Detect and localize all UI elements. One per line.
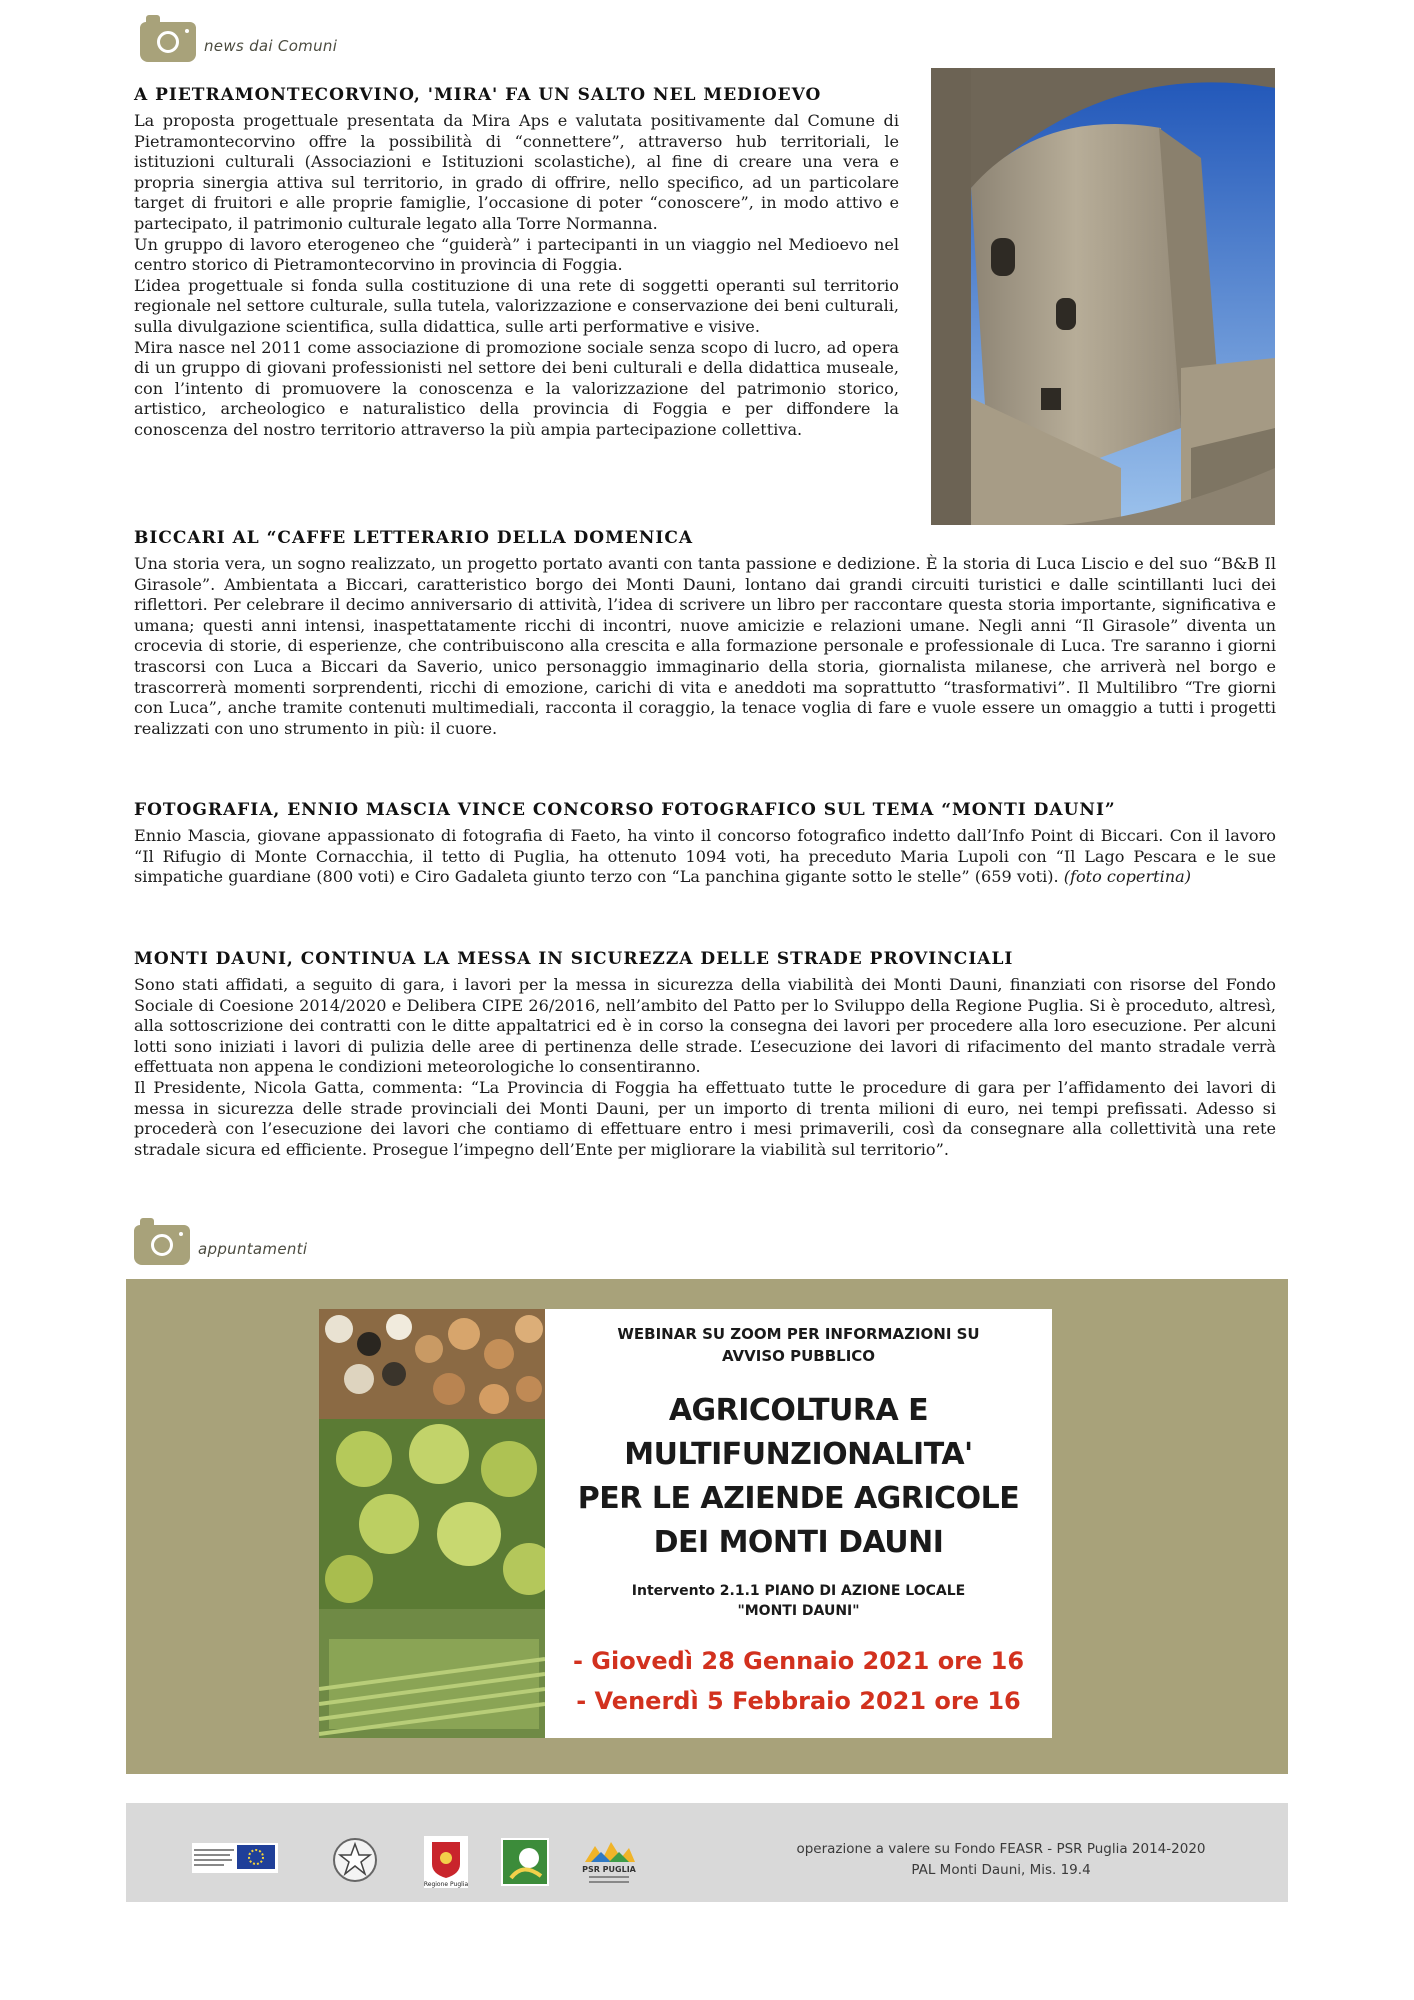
article-paragraph: Mira nasce nel 2011 come associazione di promozione sociale senza scopo di lucro, ad opera di un gruppo di giovani professionisti nel settore dei beni culturali e della didattica museale, con l’intento di promuovere la conoscenza e la valorizzazione del patrimonio storico, artistico, archeologico e naturalistico della provincia di Foggia e per diffondere la conoscenza del nostro territorio attraverso la più ampia partecipazione collettiva. bbox=[134, 337, 899, 439]
poster-title-line: MULTIFUNZIONALITA' bbox=[624, 1437, 973, 1472]
section-tag-label: appuntamenti bbox=[198, 1240, 308, 1258]
article-paragraph: Il Presidente, Nicola Gatta, commenta: “La Provincia di Foggia ha effettuato tutte le procedure di gara per l’affidamento dei lavori di messa in sicurezza delle strade provinciali dei Monti Dauni, per un importo di trenta milioni di euro, nei tempi prefissati. Adesso si procederà con l’esecuzione dei lavori che contiamo di effettuare entro i mesi primaverili, così da consegnare alla collettività una rete stradale sicura ed efficiente. Prosegue l’impegno dell’Ente per migliorare la viabilità sul territorio”. bbox=[134, 1077, 1276, 1159]
leader-icon bbox=[501, 1838, 549, 1886]
footer bbox=[126, 1803, 1288, 1902]
article-headline: BICCARI AL “CAFFE LETTERARIO DELLA DOMENICA bbox=[134, 528, 694, 548]
article-pietramontecorvino bbox=[134, 85, 899, 441]
italy-emblem-icon bbox=[330, 1835, 380, 1885]
section-tag-label: news dai Comuni bbox=[204, 37, 338, 55]
poster-intervention: Intervento 2.1.1 PIANO DI AZIONE LOCALE bbox=[631, 1583, 966, 1599]
article-headline: FOTOGRAFIA, ENNIO MASCIA VINCE CONCORSO FOTOGRAFICO SUL TEMA “MONTI DAUNI” bbox=[134, 800, 1116, 820]
article-body bbox=[134, 111, 899, 441]
regione-puglia-icon bbox=[424, 1836, 468, 1888]
camera-icon bbox=[140, 22, 196, 62]
article-biccari bbox=[134, 528, 1276, 739]
poster-title-line: DEI MONTI DAUNI bbox=[653, 1525, 944, 1560]
article-body bbox=[134, 826, 1276, 888]
section-tag-news bbox=[140, 22, 337, 62]
poster-subtitle: WEBINAR SU ZOOM PER INFORMAZIONI SU bbox=[617, 1325, 980, 1343]
article-italic-note: (foto copertina) bbox=[1063, 867, 1192, 887]
footer-line: operazione a valere su Fondo FEASR - PSR Puglia 2014-2020 bbox=[796, 1841, 1206, 1857]
poster-title-line: PER LE AZIENDE AGRICOLE bbox=[577, 1481, 1020, 1516]
produce-photo-collage bbox=[319, 1309, 545, 1738]
article-fotografia bbox=[134, 800, 1276, 888]
regione-caption: Regione Puglia bbox=[424, 1881, 468, 1888]
article-paragraph: La proposta progettuale presentata da Mira Aps e valutata positivamente dal Comune di Pietramontecorvino offre la possibilità di “connettere”, attraverso hub territoriali, le istituzioni culturali (Associazioni e Istituzioni scolastiche), al fine di creare una vera e propria sinergia attiva sul territorio, in grado di offrire, nello specifico, ad un particolare target di fruitori e alle proprie famiglie, l’occasione di poter “conoscere”, in modo attivo e partecipato, il patrimonio culturale legato alla Torre Normanna. bbox=[134, 111, 899, 233]
article-paragraph: Una storia vera, un sogno realizzato, un progetto portato avanti con tanta passione e dedizione. È la storia di Luca Liscio e del suo “B&B Il Girasole”. Ambientata a Biccari, caratteristico borgo dei Monti Dauni, lontano dai grandi circuiti turistici e dalle scintillanti luci dei riflettori. Per celebrare il decimo anniversario di attività, l’idea di scrivere un libro per raccontare questa storia importante, significativa e umana; questi anni intensi, inaspettatamente ricchi di incontri, nuove amicizie e relazioni umane. Negli anni “Il Girasole” diventa un crocevia di storie, di esperienze, che contribuiscono alla crescita e alla formazione personale e professionale di Luca. Tre saranno i giorni trascorsi con Luca a Biccari da Saverio, unico personaggio immaginario della storia, giornalista milanese, che arriverà nel borgo e trascorrerà momenti sorprendenti, ricchi di emozione, carichi di vita e aneddoti ma soprattutto “trasformativi”. Il Multilibro “Tre giorni con Luca”, anche tramite contenuti multimediali, racconta il coraggio, la tenace voglia di fare e vuole essere un omaggio a tutti i progetti realizzati con uno strumento in più: il cuore. bbox=[134, 554, 1276, 738]
poster-text bbox=[545, 1309, 1052, 1738]
section-tag-events bbox=[134, 1225, 307, 1265]
article-paragraph: L’idea progettuale si fonda sulla costituzione di una rete di soggetti operanti sul territorio regionale nel settore culturale, sulla tutela, valorizzazione e conservazione dei beni culturali, sulla divulgazione scientifica, sulla didattica, sulle arti performative e visive. bbox=[134, 275, 899, 336]
poster-date: - Venerdì 5 Febbraio 2021 ore 16 bbox=[576, 1687, 1021, 1715]
article-paragraph: Sono stati affidati, a seguito di gara, i lavori per la messa in sicurezza della viabilità dei Monti Dauni, finanziati con risorse del Fondo Sociale di Coesione 2014/2020 e Delibera CIPE 26/2016, nell’ambito del Patto per lo Sviluppo della Regione Puglia. Si è proceduto, altresì, alla sottoscrizione dei contratti con le ditte appaltatrici ed è in corso la consegna dei lavori per procedere alla loro esecuzione. Per alcuni lotti sono iniziati i lavori di pulizia delle aree di pertinenza delle strade. L’esecuzione dei lavori di rifacimento del manto stradale verrà effettuata non appena le condizioni meteorologiche lo consentiranno. bbox=[134, 975, 1276, 1077]
article-text: Ennio Mascia, giovane appassionato di fotografia di Faeto, ha vinto il concorso fotografico indetto dall’Info Point di Biccari. Con il lavoro “Il Rifugio di Monte Cornacchia, il tetto di Puglia, ha ottenuto 1094 voti, ha preceduto Maria Lupoli con “Il Lago Pescara e le sue simpatiche guardiane (800 voti) e Ciro Gadaleta giunto terzo con “La panchina gigante sotto le stelle” (659 voti). bbox=[134, 826, 1276, 887]
poster-subtitle: AVVISO PUBBLICO bbox=[721, 1347, 876, 1365]
article-paragraph: Un gruppo di lavoro eterogeneo che “guiderà” i partecipanti in un viaggio nel Medioevo nel centro storico di Pietramontecorvino in provincia di Foggia. bbox=[134, 234, 899, 275]
article-strade bbox=[134, 949, 1276, 1160]
poster-date: - Giovedì 28 Gennaio 2021 ore 16 bbox=[572, 1647, 1025, 1675]
torre-normanna-photo bbox=[931, 68, 1275, 525]
footer-text bbox=[766, 1839, 1236, 1881]
article-body bbox=[134, 975, 1276, 1160]
poster-title-line: AGRICOLTURA E bbox=[668, 1393, 929, 1428]
psr-puglia-icon bbox=[581, 1836, 637, 1888]
poster-intervention: "MONTI DAUNI" bbox=[737, 1603, 860, 1619]
article-headline: A PIETRAMONTECORVINO, 'MIRA' FA UN SALTO NEL MEDIOEVO bbox=[134, 85, 822, 105]
camera-icon bbox=[134, 1225, 190, 1265]
eu-flag-icon bbox=[192, 1843, 278, 1873]
event-poster bbox=[319, 1309, 1052, 1738]
article-paragraph bbox=[134, 826, 1276, 888]
article-body bbox=[134, 554, 1276, 739]
psr-caption: PSR PUGLIA bbox=[582, 1865, 636, 1874]
article-headline: MONTI DAUNI, CONTINUA LA MESSA IN SICUREZZA DELLE STRADE PROVINCIALI bbox=[134, 949, 1014, 969]
footer-line: PAL Monti Dauni, Mis. 19.4 bbox=[911, 1862, 1091, 1878]
